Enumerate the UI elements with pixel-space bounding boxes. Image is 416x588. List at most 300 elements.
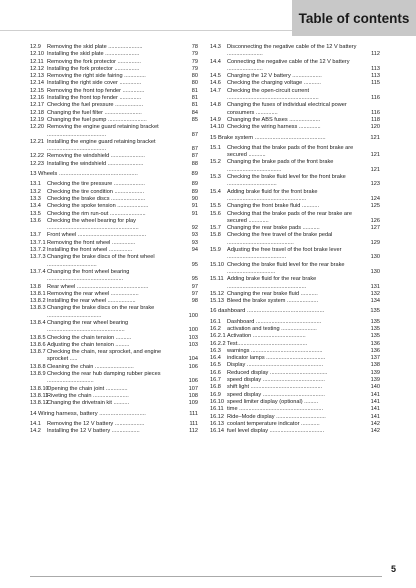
toc-entry-title: Checking the brake fluid level for the front brake ................................ <box>227 174 346 188</box>
toc-entry-page: 107 <box>188 385 198 392</box>
toc-entry-title: Installing the front wheel ............... <box>47 247 133 254</box>
toc-entry-title: Checking the wheel bearing for play ........................................................... <box>47 217 139 232</box>
toc-entry-title: Wheels ................................................. <box>38 171 138 178</box>
toc-entry-title: Adjusting the chain tension ......... <box>47 341 130 348</box>
toc-entry[interactable] <box>210 399 380 406</box>
toc-entry-page: 121 <box>370 152 380 159</box>
toc-entry-page: 115 <box>371 80 380 87</box>
toc-entry-page: 87 <box>191 131 198 138</box>
toc-entry-page: 135 <box>370 325 380 332</box>
toc-entry-number: 13.8.4 <box>30 319 46 326</box>
toc-entry-number: 16.9 <box>210 391 221 398</box>
toc-entry-page: 116 <box>371 109 380 116</box>
toc-entry-page: 141 <box>370 406 380 413</box>
toc-entry-number: 13.8.5 <box>30 334 46 341</box>
toc-entry[interactable] <box>210 117 380 124</box>
toc-entry[interactable] <box>30 117 198 124</box>
toc-entry-number: 13.8.1 <box>30 290 46 297</box>
toc-entry-title: Checking the open-circuit current ........................................................... <box>227 87 319 102</box>
toc-entry-number: 13.3 <box>30 195 41 202</box>
toc-entry-page: 139 <box>370 377 380 384</box>
toc-entry[interactable] <box>210 145 380 160</box>
toc-entry-number: 16.2 <box>210 325 221 332</box>
toc-entry[interactable] <box>30 291 198 298</box>
toc-entry-title: Changing the fuses of individual electrical power consumers .............. <box>227 102 347 116</box>
toc-entry[interactable] <box>210 319 380 326</box>
toc-entry-number: 13.8.6 <box>30 341 46 348</box>
toc-entry[interactable] <box>210 44 380 59</box>
toc-entry-page: 80 <box>191 73 198 80</box>
toc-entry-page: 118 <box>371 116 380 123</box>
toc-entry-page: 120 <box>370 124 380 131</box>
toc-entry[interactable] <box>210 232 380 247</box>
toc-entry-title: Removing the windshield ...................... <box>47 153 145 160</box>
toc-entry-number: 14 <box>30 410 37 417</box>
toc-entry-title: Removing the 12 V battery ................... <box>47 420 145 427</box>
toc-entry-number: 13.2 <box>30 188 41 195</box>
toc-entry-page: 80 <box>191 80 198 87</box>
toc-chapter-entry[interactable] <box>30 411 198 418</box>
toc-entry-title: Front wheel ............................................ <box>47 232 147 239</box>
toc-entry-title: Checking the wiring harness .............. <box>227 124 321 131</box>
toc-entry-page: 87 <box>191 153 198 160</box>
toc-entry-number: 12.9 <box>30 44 41 50</box>
toc-entry-page: 93 <box>191 239 198 246</box>
toc-entry-page: 130 <box>370 268 380 275</box>
toc-entry-title: Dashboard .......................................... <box>227 318 322 325</box>
toc-entry[interactable] <box>30 211 198 218</box>
toc-entry[interactable] <box>30 247 198 254</box>
toc-entry-number: 12.22 <box>30 153 44 160</box>
toc-entry-page: 132 <box>370 290 380 297</box>
toc-entry-number: 13.7.3 <box>30 254 46 261</box>
toc-entry-page: 142 <box>370 420 380 427</box>
toc-entry-number: 15.3 <box>210 174 221 181</box>
toc-entry[interactable] <box>210 174 380 189</box>
toc-entry-title: Checking the tire condition ................... <box>47 188 145 195</box>
toc-entry-page: 79 <box>191 58 198 65</box>
toc-entry-title: Adding brake fluid for the rear brake ................................................... <box>227 276 317 290</box>
toc-entry-page: 106 <box>188 378 198 385</box>
toc-entry-page: 84 <box>191 109 198 116</box>
toc-entry[interactable] <box>210 421 380 428</box>
toc-entry-title: Ride–Mode display ................................ <box>227 413 326 420</box>
toc-entry-number: 16.7 <box>210 377 221 384</box>
toc-entry-page: 78 <box>191 44 198 50</box>
toc-entry-title: warnings .............................................. <box>227 347 323 354</box>
toc-entry-number: 14.9 <box>210 116 221 123</box>
toc-entry-number: 14.7 <box>210 87 221 94</box>
toc-entry-number: 12.17 <box>30 102 44 109</box>
toc-entry-title: Installing the skid plate ...................... <box>47 51 140 58</box>
toc-entry-title: Changing the brake discs on the rear brake ................................... <box>47 305 155 319</box>
toc-entry-page: 89 <box>191 171 198 178</box>
toc-entry-page: 125 <box>370 203 380 210</box>
toc-entry-number: 15.1 <box>210 144 221 151</box>
toc-entry-number: 16.4 <box>210 355 221 362</box>
toc-entry-page: 94 <box>191 247 198 254</box>
toc-entry-page: 81 <box>191 87 198 94</box>
toc-entry-page: 111 <box>189 410 198 417</box>
toc-entry-page: 137 <box>370 355 380 362</box>
toc-entry-number: 14.6 <box>210 80 221 87</box>
toc-entry-number: 13.1 <box>30 181 41 188</box>
toc-entry[interactable] <box>210 203 380 210</box>
toc-entry-number: 15 <box>210 134 217 141</box>
toc-entry-page: 104 <box>188 356 198 363</box>
toc-entry-page: 88 <box>191 160 198 167</box>
toc-entry[interactable] <box>30 139 198 154</box>
toc-entry-page: 98 <box>191 298 198 305</box>
toc-entry-number: 16.2.2 <box>210 340 226 347</box>
toc-entry-title: indicator lamps ...................................... <box>227 355 326 362</box>
toc-entry-number: 13.8.9 <box>30 371 46 378</box>
toc-entry-number: 13.8.8 <box>30 363 46 370</box>
page-title: Table of contents <box>292 0 416 36</box>
toc-entry[interactable] <box>30 203 198 210</box>
toc-entry[interactable] <box>30 51 198 58</box>
toc-entry-page: 113 <box>371 65 380 72</box>
toc-entry-title: Display ................................................. <box>227 362 324 369</box>
toc-entry-page: 127 <box>370 225 380 232</box>
toc-entry-title: Changing the rear wheel bearing .................................................. <box>47 319 129 334</box>
toc-entry[interactable] <box>30 161 198 168</box>
toc-entry-page: 113 <box>371 73 380 80</box>
toc-entry-title: Installing the 12 V battery .................. <box>47 428 140 435</box>
toc-entry-page: 121 <box>370 134 380 141</box>
toc-entry-page: 134 <box>370 298 380 305</box>
toc-entry-title: Checking that the brake pads of the rear brake are secured ............. <box>227 210 353 224</box>
toc-entry-page: 141 <box>370 398 380 405</box>
toc-entry-title: Checking the spoke tension .................... <box>47 203 149 210</box>
toc-entry-title: Installing the engine guard retaining bracket ...................................... <box>47 138 156 153</box>
toc-entry-title: Wiring harness, battery ............................. <box>38 410 146 417</box>
toc-entry-page: 109 <box>188 400 198 407</box>
toc-entry-title: Checking the brake discs ...................... <box>47 195 146 202</box>
toc-entry-title: Installing the rear wheel .................. <box>47 298 136 305</box>
toc-entry-title: Installing the windshield ....................... <box>47 160 144 167</box>
toc-entry-page: 111 <box>189 420 198 427</box>
toc-entry[interactable] <box>210 348 380 355</box>
toc-entry-page: 100 <box>188 327 198 334</box>
toc-entry-number: 16.14 <box>210 428 224 435</box>
toc-entry[interactable] <box>210 73 380 80</box>
toc-entry[interactable] <box>30 59 198 66</box>
toc-entry-page: 138 <box>370 362 380 369</box>
toc-entry-number: 15.7 <box>210 225 221 232</box>
toc-entry-number: 13.7.1 <box>30 239 46 246</box>
toc-entry-page: 79 <box>191 51 198 58</box>
toc-entry-page: 95 <box>191 261 198 268</box>
toc-entry-number: 12.12 <box>30 65 44 72</box>
toc-entry-page: 90 <box>191 195 198 202</box>
toc-entry[interactable] <box>210 384 380 391</box>
toc-entry-page: 136 <box>370 340 380 347</box>
toc-entry[interactable] <box>210 225 380 232</box>
toc-entry[interactable] <box>30 371 198 386</box>
toc-entry[interactable] <box>210 341 380 348</box>
toc-entry-page: 81 <box>191 102 198 109</box>
toc-entry-number: 15.8 <box>210 232 221 239</box>
toc-entry-page: 89 <box>191 181 198 188</box>
toc-entry-title: Adding brake fluid for the front brake ................................................... <box>227 188 318 202</box>
toc-entry[interactable] <box>30 218 198 233</box>
toc-entry-title: Checking the free travel of the brake pedal ........................................... <box>227 232 333 246</box>
toc-entry[interactable] <box>30 320 198 335</box>
toc-chapter-entry[interactable] <box>210 135 380 142</box>
toc-entry-page: 92 <box>191 225 198 232</box>
toc-entry-number: 12.18 <box>30 109 44 116</box>
toc-entry-title: Removing the engine guard retaining bracket ...................................... <box>47 124 159 138</box>
toc-entry-title: Opening the chain joint .............. <box>47 385 128 392</box>
toc-entry-title: Removing the front wheel ............... <box>47 239 136 246</box>
toc-entry-title: Changing the brake pads of the front brake ................................... <box>227 159 334 173</box>
bottom-divider <box>30 576 382 577</box>
toc-entry[interactable] <box>30 284 198 291</box>
toc-entry-number: 16.6 <box>210 369 221 376</box>
toc-entry[interactable] <box>30 240 198 247</box>
toc-entry-page: 135 <box>370 318 380 325</box>
toc-entry-number: 16.12 <box>210 413 224 420</box>
toc-entry[interactable] <box>210 276 380 291</box>
toc-entry[interactable] <box>30 196 198 203</box>
toc-entry-page: 95 <box>191 276 198 283</box>
toc-entry[interactable] <box>30 88 198 95</box>
toc-entry[interactable] <box>210 159 380 174</box>
toc-entry-page: 87 <box>191 146 198 153</box>
toc-entry[interactable] <box>30 349 198 364</box>
toc-entry-title: Checking the fuel pressure .................. <box>47 102 144 109</box>
toc-entry-number: 14.8 <box>210 102 221 109</box>
toc-entry-number: 15.2 <box>210 159 221 166</box>
toc-entry-number: 12.15 <box>30 87 44 94</box>
toc-entry-number: 14.4 <box>210 58 221 65</box>
toc-entry-number: 14.2 <box>30 428 41 435</box>
toc-entry-number: 16 <box>210 308 217 315</box>
toc-entry-page: 135 <box>370 333 380 340</box>
toc-entry-page: 141 <box>370 391 380 398</box>
toc-entry-title: Changing the rear brake fluid ........... <box>227 290 318 297</box>
toc-entry[interactable] <box>210 189 380 204</box>
toc-entry-title: Riveting the chain ....................... <box>47 392 129 399</box>
toc-entry[interactable] <box>210 298 380 305</box>
toc-entry-title: Adjusting the free travel of the foot brake lever ...................................... <box>227 247 342 261</box>
toc-entry-title: shift light .............................................. <box>227 384 323 391</box>
toc-entry-number: 13.8.2 <box>30 298 46 305</box>
toc-entry[interactable] <box>210 102 380 117</box>
toc-entry-title: Disconnecting the negative cable of the 12 V battery ....................... <box>227 44 357 58</box>
toc-entry-page: 89 <box>191 188 198 195</box>
toc-entry-title: speed limiter display (optional) ......... <box>227 398 319 405</box>
toc-entry[interactable] <box>30 73 198 80</box>
toc-entry-title: Changing the front wheel bearing ................................................. <box>47 268 130 283</box>
toc-entry[interactable] <box>210 377 380 384</box>
toc-entry[interactable] <box>210 414 380 421</box>
toc-entry-number: 16.10 <box>210 398 224 405</box>
toc-entry-number: 13.6 <box>30 217 41 224</box>
toc-entry[interactable] <box>210 428 380 435</box>
toc-entry-page: 97 <box>191 290 198 297</box>
toc-entry-title: activation and testing ....................... <box>227 325 317 332</box>
toc-entry[interactable] <box>30 80 198 87</box>
toc-entry[interactable] <box>210 247 380 262</box>
toc-entry[interactable] <box>30 393 198 400</box>
toc-entry-page: 91 <box>191 203 198 210</box>
toc-entry-page: 97 <box>191 283 198 290</box>
toc-entry-number: 15.4 <box>210 188 221 195</box>
toc-entry[interactable] <box>30 364 198 371</box>
toc-entry-title: Removing the skid plate ...................... <box>47 44 143 50</box>
toc-entry-title: Changing the rear brake pads ........... <box>227 225 320 232</box>
toc-entry-title: Checking the rear hub damping rubber pieces .............................. <box>47 371 161 385</box>
toc-entry-number: 12.23 <box>30 160 44 167</box>
toc-entry[interactable] <box>30 181 198 188</box>
toc-chapter-entry[interactable] <box>30 171 198 178</box>
toc-entry-number: 14.1 <box>30 420 41 427</box>
toc-entry-number: 13.7 <box>30 232 41 239</box>
toc-entry[interactable] <box>210 211 380 226</box>
toc-entry-number: 16.3 <box>210 347 221 354</box>
toc-entry-number: 12.20 <box>30 124 44 131</box>
toc-entry-number: 12.16 <box>30 95 44 102</box>
toc-entry-title: Activation .................................. <box>227 333 306 340</box>
toc-entry-page: 112 <box>189 428 198 435</box>
toc-entry[interactable] <box>30 298 198 305</box>
toc-entry[interactable] <box>30 421 198 428</box>
toc-entry-page: 100 <box>188 312 198 319</box>
toc-entry-title: Removing the fork protector ............... <box>47 58 141 65</box>
toc-entry-number: 16.1 <box>210 318 221 325</box>
toc-entry-number: 15.12 <box>210 290 224 297</box>
toc-entry[interactable] <box>30 66 198 73</box>
toc-entry[interactable] <box>210 88 380 103</box>
toc-entry[interactable] <box>210 124 380 131</box>
toc-entry-number: 12.13 <box>30 73 44 80</box>
toc-entry-number: 13.7.2 <box>30 247 46 254</box>
toc-entry-title: Checking the tire pressure .................... <box>47 181 145 188</box>
toc-entry-page: 140 <box>370 384 380 391</box>
toc-entry-number: 14.10 <box>210 124 224 131</box>
toc-entry-page: 142 <box>370 428 380 435</box>
toc-entry-page: 85 <box>191 116 198 123</box>
toc-entry[interactable] <box>30 124 198 139</box>
toc-entry[interactable] <box>30 189 198 196</box>
toc-entry-title: Charging the 12 V battery ................... <box>227 73 322 80</box>
toc-entry-number: 13.5 <box>30 210 41 217</box>
toc-entry-page: 123 <box>370 181 380 188</box>
toc-entry[interactable] <box>210 326 380 333</box>
toc-entry[interactable] <box>210 59 380 74</box>
toc-right-column <box>210 44 380 435</box>
toc-entry-number: 15.9 <box>210 247 221 254</box>
toc-entry-page: 135 <box>370 308 380 315</box>
toc-entry-page: 81 <box>191 95 198 102</box>
toc-entry[interactable] <box>210 392 380 399</box>
toc-entry-page: 116 <box>371 95 380 102</box>
toc-entry-title: Checking the charging voltage ........... <box>227 80 321 87</box>
toc-entry-number: 12.21 <box>30 138 44 145</box>
toc-entry[interactable] <box>210 333 380 340</box>
toc-entry-number: 16.2.1 <box>210 333 226 340</box>
toc-entry-number: 15.6 <box>210 210 221 217</box>
toc-entry-title: Connecting the negative cable of the 12 V battery ....................... <box>227 58 350 72</box>
toc-entry-number: 12.14 <box>30 80 44 87</box>
toc-entry-page: 131 <box>370 283 380 290</box>
toc-entry-number: 15.10 <box>210 261 224 268</box>
toc-entry-number: 13.8 <box>30 283 41 290</box>
toc-entry[interactable] <box>30 44 198 51</box>
toc-entry-page: 106 <box>188 363 198 370</box>
toc-entry-title: Changing the fuel pump ......................... <box>47 116 147 123</box>
toc-entry-title: Removing the front top fender .............. <box>47 87 145 94</box>
toc-entry-title: time ...................................................... <box>227 406 324 413</box>
toc-entry-number: 13.8.12 <box>30 400 49 407</box>
toc-entry-page: 130 <box>370 254 380 261</box>
toc-entry-title: Checking the brake fluid level for the rear brake ............................... <box>227 261 345 275</box>
toc-entry[interactable] <box>30 305 198 320</box>
toc-entry[interactable] <box>210 355 380 362</box>
toc-entry-number: 15.11 <box>210 276 224 283</box>
toc-entry-page: 91 <box>191 210 198 217</box>
toc-entry-number: 13.8.7 <box>30 349 46 356</box>
toc-entry[interactable] <box>210 406 380 413</box>
toc-entry-title: Changing the front brake fluid ........... <box>227 203 320 210</box>
toc-entry[interactable] <box>210 80 380 87</box>
toc-chapter-entry[interactable] <box>210 308 380 315</box>
toc-entry-page: 126 <box>370 217 380 224</box>
toc-entry-number: 13.8.11 <box>30 392 49 399</box>
toc-entry-title: fuel level display ................................... <box>227 428 324 435</box>
toc-entry[interactable] <box>30 232 198 239</box>
toc-entry[interactable] <box>210 362 380 369</box>
toc-entry-title: Checking the chain, rear sprocket, and engine sprocket ..... <box>47 349 162 363</box>
toc-entry[interactable] <box>30 428 198 435</box>
toc-entry[interactable] <box>30 254 198 269</box>
toc-entry[interactable] <box>30 95 198 102</box>
toc-entry[interactable] <box>210 370 380 377</box>
toc-entry-page: 108 <box>188 392 198 399</box>
toc-entry-page: 121 <box>370 166 380 173</box>
toc-entry-title: Checking the chain tension .......... <box>47 334 132 341</box>
toc-entry-page: 93 <box>191 232 198 239</box>
toc-entry[interactable] <box>30 102 198 109</box>
toc-entry-number: 16.8 <box>210 384 221 391</box>
toc-entry[interactable] <box>210 262 380 277</box>
toc-entry-number: 14.5 <box>210 73 221 80</box>
toc-entry[interactable] <box>210 291 380 298</box>
toc-entry-title: Changing the brake discs of the front wheel ................................ <box>47 254 155 268</box>
toc-entry[interactable] <box>30 342 198 349</box>
toc-entry-number: 13.7.4 <box>30 268 46 275</box>
toc-entry[interactable] <box>30 400 198 407</box>
toc-entry-title: Brake system ............................................ <box>218 134 326 141</box>
toc-entry-page: 129 <box>370 239 380 246</box>
toc-entry-page: 141 <box>370 413 380 420</box>
toc-entry[interactable] <box>30 386 198 393</box>
toc-entry[interactable] <box>30 153 198 160</box>
toc-entry-page: 103 <box>188 334 198 341</box>
toc-entry[interactable] <box>30 269 198 284</box>
toc-entry[interactable] <box>30 335 198 342</box>
toc-entry[interactable] <box>30 110 198 117</box>
toc-entry-title: Changing the drivetrain kit .......... <box>47 400 130 407</box>
toc-entry-title: dashboard ................................................ <box>218 308 325 315</box>
toc-entry-page: 112 <box>371 51 380 58</box>
toc-entry-title: Checking that the brake pads of the front brake are secured ........... <box>227 144 354 159</box>
toc-entry-title: Installing the front top fender .............. <box>47 95 142 102</box>
toc-entry-title: Installing the fork protector ................ <box>47 65 140 72</box>
toc-entry-number: 12.10 <box>30 51 44 58</box>
